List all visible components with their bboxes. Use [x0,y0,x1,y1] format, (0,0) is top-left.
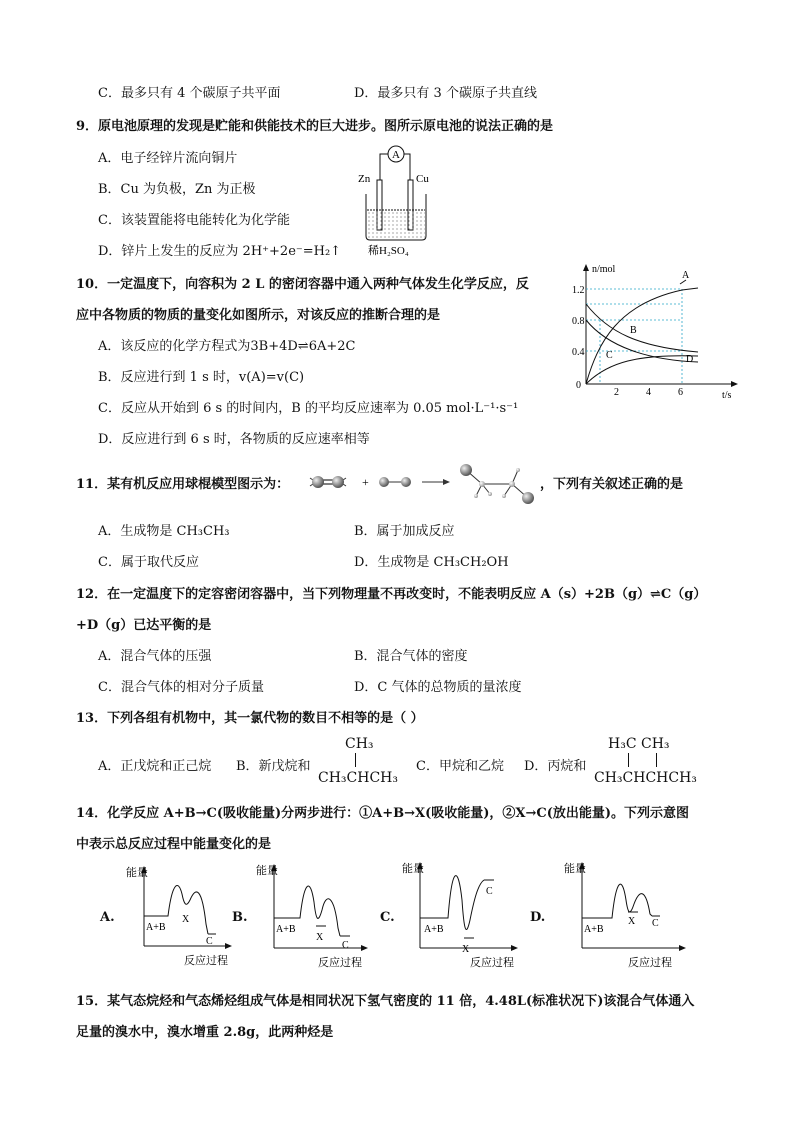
q14-stem-2: 中表示总反应过程中能量变化的是 [76,837,272,852]
q10-option-c: C．反应从开始到 6 s 的时间内，B 的平均反应速率为 0.05 mol·L⁻¹·s⁻¹ [98,401,519,416]
q15-stem-2: 足量的溴水中，溴水增重 2.8g，此两种烃是 [76,1025,334,1040]
curve-b-label: B [630,325,637,336]
q10-option-a: A．该反应的化学方程式为3B+4D⇌6A+2C [98,339,356,354]
q9-stem: 9．原电池原理的发现是贮能和供能技术的巨大进步。图所示原电池的说法正确的是 [76,119,554,134]
svg-text:A+B: A+B [276,924,296,935]
ammeter-label: A [392,149,400,161]
curve-a-label: A [682,270,690,281]
y-tick-0-8: 0.8 [572,316,585,327]
y-tick-0-4: 0.4 [572,347,585,358]
carbon-atom [332,476,344,488]
q10-stem-1: 10．一定温度下，向容积为 2 L 的密闭容器中通入两种气体发生化学反应，反 [76,277,529,292]
energy-diagram-c [400,860,520,972]
q12-option-d: D．C 气体的总物质的量浓度 [354,680,522,695]
x-tick-4: 4 [646,387,651,398]
curve-c-label: C [606,350,613,361]
svg-text:A+B: A+B [146,922,166,933]
x-tick-6: 6 [678,387,683,398]
q10-option-d: D．反应进行到 6 s 时，各物质的反应速率相等 [98,432,370,447]
q9-option-c: C．该装置能将电能转化为化学能 [98,213,290,228]
atom [460,464,472,476]
q15-stem-1: 15．某气态烷烃和气态烯烃组成气体是相同状况下氢气密度的 11 倍，4.48L(标准状况下)该混合气体通入 [76,994,695,1009]
zn-label: Zn [358,173,371,185]
q9-option-a: A．电子经锌片流向铜片 [98,151,238,166]
q12-option-c: C．混合气体的相对分子质量 [98,680,264,695]
curve-d-label: D [686,354,694,365]
curve-c [586,356,698,384]
q11-option-d: D．生成物是 CH₃CH₂OH [354,555,509,570]
q10-chart [568,262,740,402]
q8-option-c: C．最多只有 4 个碳原子共平面 [98,86,281,101]
q13-option-b: B．新戊烷和 [236,759,311,774]
cu-label: Cu [416,173,429,185]
svg-text:能量: 能量 [564,863,586,875]
svg-text:C: C [486,886,493,897]
q13-struct-b-bottom: CH₃CHCH₃ [318,770,398,786]
svg-text:反应过程: 反应过程 [184,955,228,967]
ball-stick-model [298,464,538,508]
svg-text:C: C [206,936,213,947]
x-axis-label: t/s [722,390,732,401]
q13-struct-d-bottom: CH₃CHCHCH₃ [594,770,697,786]
svg-text:X: X [182,914,190,925]
q13-struct-d-bond [656,753,657,767]
q12-option-b: B．混合气体的密度 [354,649,468,664]
energy-diagram-b [254,862,370,972]
plus-sign: + [362,475,369,489]
atom [522,492,534,504]
svg-text:X: X [462,944,470,955]
q11-option-a: A．生成物是 CH₃CH₃ [98,524,230,539]
energy-diagram-d [562,860,688,972]
svg-text:反应过程: 反应过程 [628,957,672,969]
svg-text:C: C [652,918,659,929]
y-tick-1-2: 1.2 [572,285,585,296]
svg-text:X: X [316,932,324,943]
q13-struct-b-top: CH₃ [345,736,374,752]
carbon-atom [312,476,324,488]
q13-struct-d-bond [628,753,629,767]
solution [367,210,425,239]
q11-option-b: B．属于加成反应 [354,524,455,539]
svg-text:X: X [628,916,636,927]
q14-label-a: A. [100,910,115,925]
q10-stem-2: 应中各物质的物质的量变化如图所示，对该反应的推断合理的是 [76,308,441,323]
atom [479,481,485,487]
q9-option-d: D．锌片上发生的反应为 2H⁺+2e⁻=H₂↑ [98,244,342,259]
q13-option-d: D．丙烷和 [524,759,587,774]
x-tick-2: 2 [614,387,619,398]
svg-text:C: C [342,940,349,951]
curve-b [586,304,698,352]
svg-text:能量: 能量 [256,865,278,877]
q11-stem-pre: 11．某有机反应用球棍模型图示为： [76,477,290,492]
svg-text:能量: 能量 [126,867,148,879]
svg-text:反应过程: 反应过程 [470,957,514,969]
q13-option-c: C．甲烷和乙烷 [416,759,504,774]
q14-label-c: C. [380,910,395,925]
q8-option-d: D．最多只有 3 个碳原子共直线 [354,86,537,101]
svg-text:反应过程: 反应过程 [318,957,362,969]
y-axis-label: n/mol [592,264,616,275]
q11-stem-post: ，下列有关叙述正确的是 [540,477,684,492]
atom [401,477,411,487]
svg-text:A+B: A+B [424,924,444,935]
solution-label: 稀H₂SO₄ [368,245,409,257]
y-tick-0: 0 [576,380,581,391]
q12-stem-1: 12．在一定温度下的定容密闭容器中，当下列物理量不再改变时，不能表明反应 A（s）+2B（g）⇌C（g） [76,587,707,602]
q14-label-b: B. [232,910,248,925]
q14-stem-1: 14．化学反应 A+B→C(吸收能量)分两步进行：①A+B→X(吸收能量)，②X→C(放出能量)。下列示意图 [76,806,689,821]
svg-text:A+B: A+B [584,924,604,935]
q13-stem: 13．下列各组有机物中，其一氯代物的数目不相等的是（ ） [76,711,424,726]
q12-option-a: A．混合气体的压强 [98,649,212,664]
q12-stem-2: +D（g）已达平衡的是 [76,618,212,633]
svg-text:能量: 能量 [402,863,424,875]
q13-option-a: A．正戊烷和正己烷 [98,759,212,774]
q10-option-b: B．反应进行到 1 s 时，v(A)=v(C) [98,370,305,385]
atom [509,481,515,487]
q13-struct-b-bond [355,753,356,767]
q13-struct-d-top: H₃C CH₃ [608,736,670,752]
q9-option-b: B．Cu 为负极，Zn 为正极 [98,182,256,197]
q14-label-d: D. [530,910,546,925]
galvanic-cell-figure [352,140,442,260]
q11-option-c: C．属于取代反应 [98,555,199,570]
energy-diagram-a [124,864,232,970]
atom [379,477,389,487]
guide-lines [586,289,682,384]
